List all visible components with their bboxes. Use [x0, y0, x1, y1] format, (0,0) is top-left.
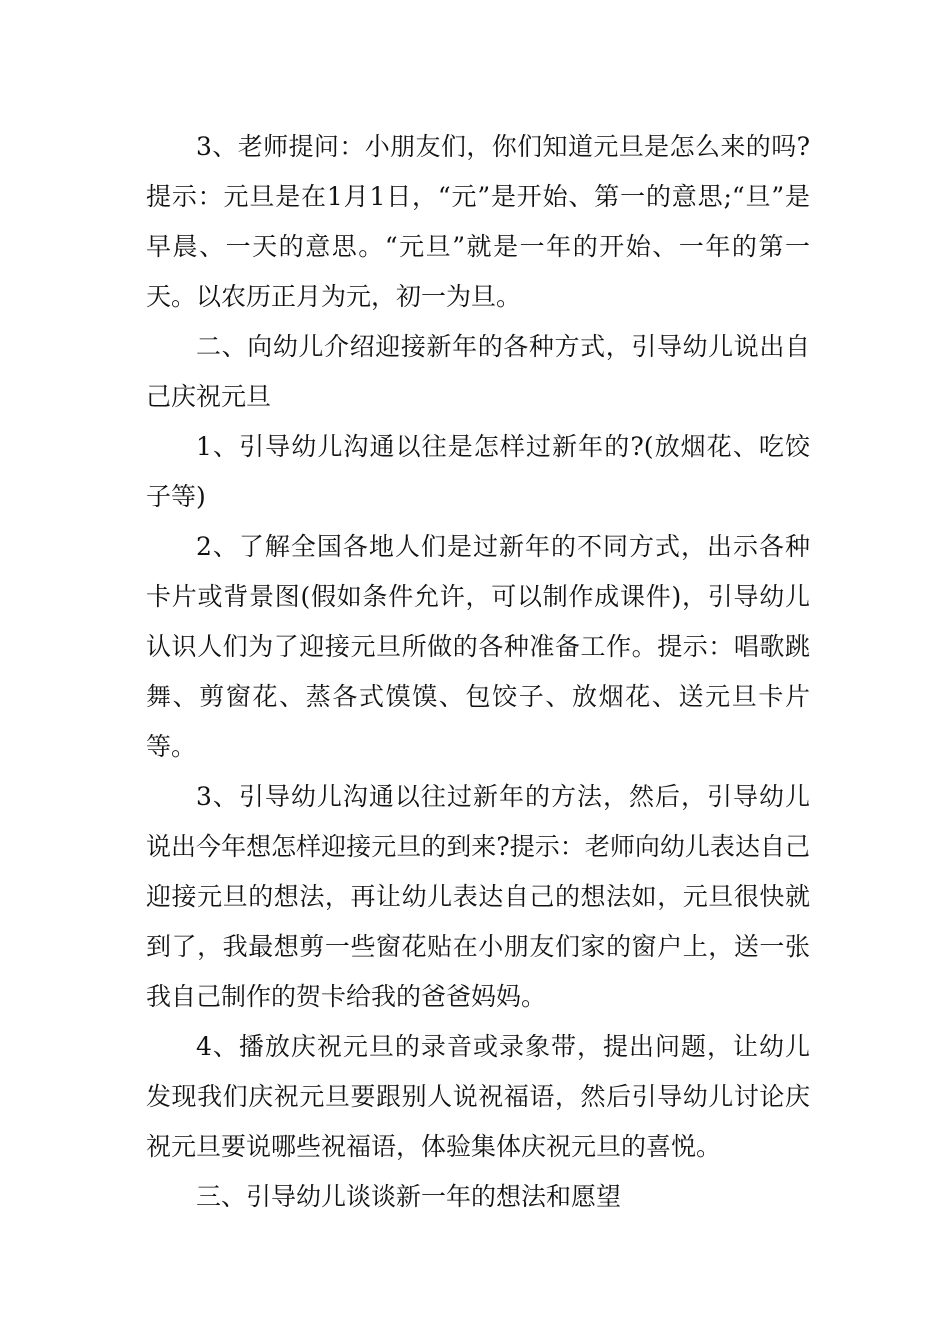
paragraph-step-3: 3、引导幼儿沟通以往过新年的方法，然后，引导幼儿说出今年想怎样迎接元旦的到来?提示：老师向幼儿表达自己迎接元旦的想法，再让幼儿表达自己的想法如，元旦很快就到了，我最想剪一些窗花贴在小朋友们家的窗户上，送一张我自己制作的贺卡给我的爸爸妈妈。	[146, 782, 810, 1011]
paragraph-step-2: 2、了解全国各地人们是过新年的不同方式，出示各种卡片或背景图(假如条件允许，可以制作成课件)，引导幼儿认识人们为了迎接元旦所做的各种准备工作。提示：唱歌跳舞、剪窗花、蒸各式馍馍、包饺子、放烟花、送元旦卡片等。	[146, 532, 810, 761]
paragraph-section-three-heading: 三、引导幼儿谈谈新一年的想法和愿望	[196, 1182, 622, 1211]
document-page	[146, 122, 810, 1222]
paragraph-origin-of-new-year: 3、老师提问：小朋友们，你们知道元旦是怎么来的吗?提示：元旦是在1月1日，“元”是开始、第一的意思;“旦”是早晨、一天的意思。“元旦”就是一年的开始、一年的第一天。以农历正月为元，初一为旦。	[146, 132, 810, 311]
paragraph-step-1: 1、引导幼儿沟通以往是怎样过新年的?(放烟花、吃饺子等)	[146, 432, 810, 511]
paragraph-step-4: 4、播放庆祝元旦的录音或录象带，提出问题，让幼儿发现我们庆祝元旦要跟别人说祝福语，然后引导幼儿讨论庆祝元旦要说哪些祝福语，体验集体庆祝元旦的喜悦。	[146, 1032, 810, 1161]
paragraph-section-two-heading: 二、向幼儿介绍迎接新年的各种方式，引导幼儿说出自己庆祝元旦	[146, 332, 810, 411]
